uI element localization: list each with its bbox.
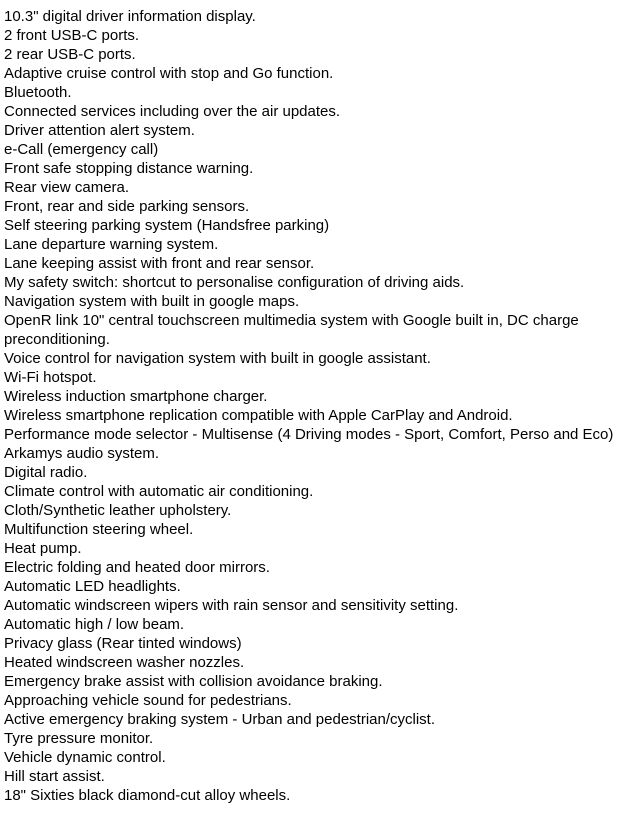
feature-item: Vehicle dynamic control.	[4, 749, 166, 766]
feature-item: Performance mode selector - Multisense (4 Driving modes - Sport, Comfort, Perso and Eco)	[4, 426, 614, 443]
feature-item: Navigation system with built in google maps.	[4, 293, 300, 310]
feature-item: 2 front USB-C ports.	[4, 27, 140, 44]
feature-item: Lane departure warning system.	[4, 236, 219, 253]
feature-item: Multifunction steering wheel.	[4, 521, 194, 538]
feature-item: Rear view camera.	[4, 179, 130, 196]
feature-item: Automatic high / low beam.	[4, 616, 185, 633]
feature-item: Wireless induction smartphone charger.	[4, 388, 268, 405]
feature-item: Electric folding and heated door mirrors.	[4, 559, 270, 576]
feature-item: Voice control for navigation system with built in google assistant.	[4, 350, 431, 367]
feature-item: Tyre pressure monitor.	[4, 730, 154, 747]
feature-item: Connected services including over the air updates.	[4, 103, 341, 120]
feature-item: 18" Sixties black diamond-cut alloy wheels.	[4, 787, 291, 804]
feature-item: Arkamys audio system.	[4, 445, 160, 462]
feature-item: 2 rear USB-C ports.	[4, 46, 136, 63]
feature-item: Climate control with automatic air conditioning.	[4, 483, 314, 500]
feature-item: Heat pump.	[4, 540, 82, 557]
feature-item: OpenR link 10" central touchscreen multimedia system with Google built in, DC charge preconditioning.	[4, 312, 579, 348]
feature-item: Emergency brake assist with collision avoidance braking.	[4, 673, 383, 690]
feature-item: Privacy glass (Rear tinted windows)	[4, 635, 242, 652]
feature-item: Front, rear and side parking sensors.	[4, 198, 250, 215]
feature-item: Self steering parking system (Handsfree parking)	[4, 217, 330, 234]
feature-item: Wireless smartphone replication compatible with Apple CarPlay and Android.	[4, 407, 513, 424]
feature-item: Hill start assist.	[4, 768, 105, 785]
feature-item: Front safe stopping distance warning.	[4, 160, 254, 177]
feature-item: Digital radio.	[4, 464, 88, 481]
feature-item: Wi-Fi hotspot.	[4, 369, 97, 386]
feature-item: e-Call (emergency call)	[4, 141, 159, 158]
feature-item: 10.3" digital driver information display.	[4, 8, 256, 25]
feature-item: Lane keeping assist with front and rear sensor.	[4, 255, 315, 272]
feature-item: Active emergency braking system - Urban and pedestrian/cyclist.	[4, 711, 436, 728]
feature-item: Automatic LED headlights.	[4, 578, 181, 595]
feature-item: Bluetooth.	[4, 84, 72, 101]
feature-item: Adaptive cruise control with stop and Go function.	[4, 65, 334, 82]
feature-item: Approaching vehicle sound for pedestrians.	[4, 692, 292, 709]
feature-list	[4, 7, 614, 805]
feature-item: Heated windscreen washer nozzles.	[4, 654, 245, 671]
feature-item: My safety switch: shortcut to personalise configuration of driving aids.	[4, 274, 465, 291]
feature-item: Driver attention alert system.	[4, 122, 195, 139]
feature-item: Automatic windscreen wipers with rain sensor and sensitivity setting.	[4, 597, 459, 614]
feature-item: Cloth/Synthetic leather upholstery.	[4, 502, 232, 519]
